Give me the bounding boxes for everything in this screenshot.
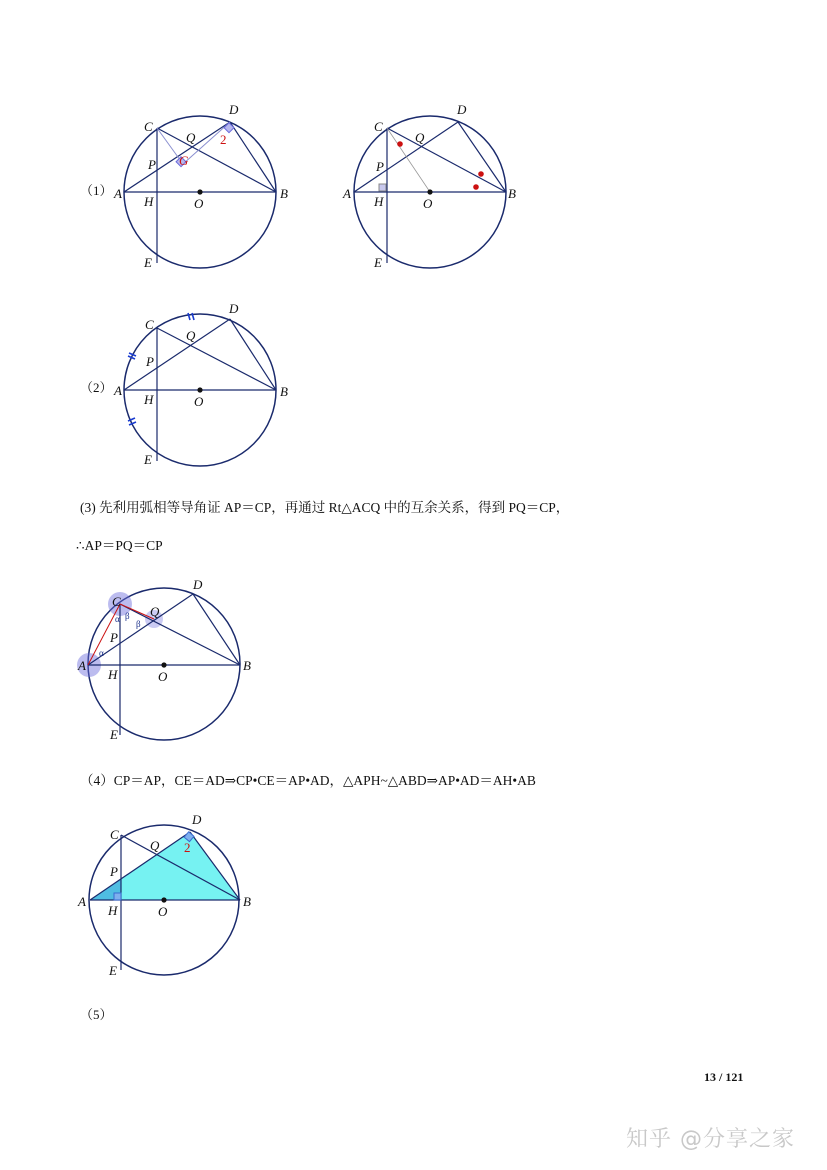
- figure-4: [72, 808, 262, 983]
- angle-label-2: 2: [220, 132, 227, 147]
- label-c: C: [144, 119, 153, 134]
- label-d: D: [229, 301, 239, 316]
- label-p: P: [110, 630, 118, 645]
- label-q: Q: [415, 130, 425, 145]
- label-o: O: [194, 196, 204, 211]
- label-d: D: [457, 102, 467, 117]
- label-b: B: [508, 186, 516, 201]
- label-h: H: [374, 194, 384, 209]
- label-b: B: [280, 186, 288, 201]
- label-d: D: [192, 812, 202, 827]
- label-p: P: [110, 864, 118, 879]
- label-a: A: [78, 894, 86, 909]
- center-o: [197, 189, 202, 194]
- chord-ad: [124, 122, 230, 192]
- angle-alpha-c: α: [115, 614, 120, 624]
- angle-alpha-a: α: [99, 648, 104, 658]
- label-p: P: [376, 159, 384, 174]
- part-1-label: （1）: [80, 183, 113, 198]
- label-o: O: [194, 394, 204, 409]
- label-b: B: [243, 658, 251, 673]
- label-d: D: [229, 102, 239, 117]
- label-p: P: [148, 157, 156, 172]
- chord-db: [458, 122, 506, 192]
- label-a: A: [78, 658, 86, 673]
- right-angle-mark-h: [379, 184, 386, 191]
- label-h: H: [144, 392, 154, 407]
- label-q: Q: [186, 130, 196, 145]
- label-e: E: [109, 963, 117, 978]
- label-c: C: [374, 119, 383, 134]
- label-h: H: [108, 667, 118, 682]
- angle-dot-3: [473, 184, 479, 190]
- chord-ad: [88, 594, 193, 665]
- label-e: E: [374, 255, 382, 270]
- right-angle-mark-h: [114, 893, 121, 900]
- label-e: E: [144, 452, 152, 467]
- figure-2: [108, 298, 298, 473]
- chord-ad: [354, 122, 458, 192]
- label-a: A: [343, 186, 351, 201]
- label-p: P: [146, 354, 154, 369]
- figure-1b: [338, 100, 528, 275]
- label-g: G: [179, 153, 189, 168]
- label-b: B: [280, 384, 288, 399]
- center-o: [161, 897, 166, 902]
- page-number: 13 / 121: [704, 1070, 744, 1084]
- part-3-text: (3) 先利用弧相等导角证 AP＝CP，再通过 Rt△ACQ 中的互余关系，得到 PQ＝CP，: [80, 500, 570, 515]
- part-3-conclusion: ∴AP＝PQ＝CP: [76, 538, 163, 553]
- part-5-label: （5）: [80, 1007, 113, 1022]
- center-o: [161, 662, 166, 667]
- label-a: A: [114, 383, 122, 398]
- watermark: 知乎 @分享之家: [626, 1127, 795, 1152]
- label-o: O: [423, 196, 433, 211]
- chord-cb: [387, 128, 506, 192]
- label-h: H: [108, 903, 118, 918]
- label-c: C: [145, 317, 154, 332]
- label-e: E: [144, 255, 152, 270]
- center-o: [197, 387, 202, 392]
- angle-dot-1: [397, 141, 403, 147]
- label-a: A: [114, 186, 122, 201]
- chord-ad: [124, 319, 230, 390]
- chord-db: [230, 122, 276, 192]
- chord-db: [193, 594, 240, 665]
- label-d: D: [193, 577, 203, 592]
- angle-dot-2: [478, 171, 484, 177]
- label-o: O: [158, 904, 168, 919]
- chord-cb: [157, 328, 276, 390]
- part-2-label: （2）: [80, 380, 113, 395]
- figure-1a: [108, 100, 298, 275]
- angle-label-2: 2: [184, 840, 191, 855]
- label-o: O: [158, 669, 168, 684]
- angle-beta-q: β: [136, 619, 141, 629]
- label-c: C: [112, 594, 121, 609]
- chord-cb: [120, 604, 240, 665]
- chord-cb: [157, 128, 276, 192]
- chord-db: [230, 319, 276, 390]
- angle-beta-c: β: [125, 611, 130, 621]
- part-4-text: （4）CP＝AP，CE＝AD⇒CP•CE＝AP•AD，△APH~△ABD⇒AP•AD＝AH•AB: [80, 773, 536, 788]
- center-o: [427, 189, 432, 194]
- label-c: C: [110, 827, 119, 842]
- label-q: Q: [150, 604, 160, 619]
- figure-3: [72, 572, 262, 747]
- label-e: E: [110, 727, 118, 742]
- label-b: B: [243, 894, 251, 909]
- label-q: Q: [150, 838, 160, 853]
- label-q: Q: [186, 328, 196, 343]
- label-h: H: [144, 194, 154, 209]
